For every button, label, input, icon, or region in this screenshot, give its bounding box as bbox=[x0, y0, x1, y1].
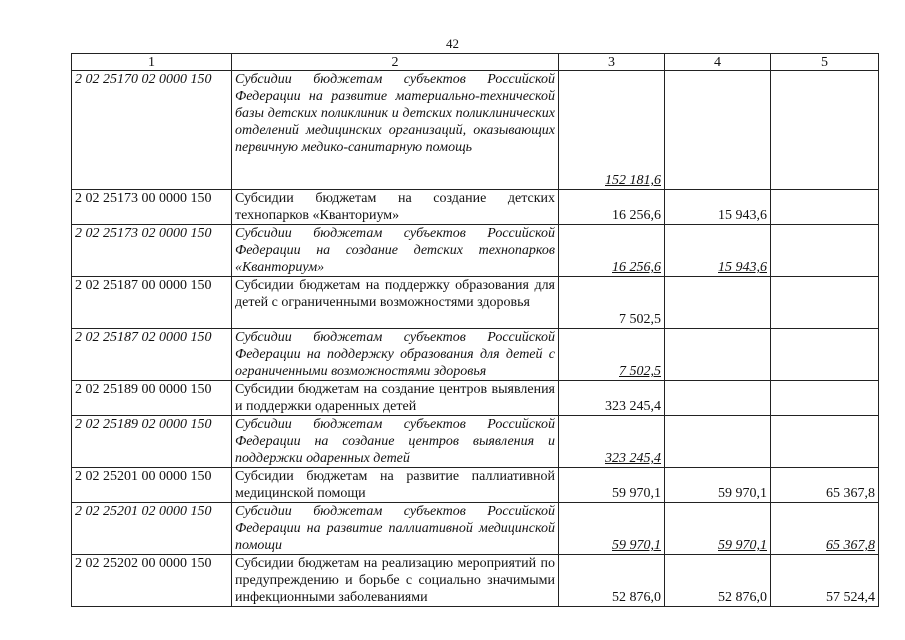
col4-value: 15 943,6 bbox=[665, 190, 771, 225]
column-header: 2 bbox=[232, 54, 559, 71]
row-description: Субсидии бюджетам субъектов Российской Федерации на поддержку образования для детей с ограниченными возможностями здоровья bbox=[232, 329, 559, 381]
col3-value: 152 181,6 bbox=[559, 71, 665, 190]
col4-value bbox=[665, 277, 771, 329]
col3-value: 7 502,5 bbox=[559, 329, 665, 381]
row-description: Субсидии бюджетам на реализацию мероприятий по предупреждению и борьбе с социально значимыми инфекционными заболеваниями bbox=[232, 555, 559, 607]
col4-value: 59 970,1 bbox=[665, 503, 771, 555]
table-row bbox=[72, 225, 879, 277]
col3-value: 323 245,4 bbox=[559, 381, 665, 416]
budget-code: 2 02 25189 00 0000 150 bbox=[72, 381, 232, 416]
row-description: Субсидии бюджетам на поддержку образования для детей с ограниченными возможностями здоровья bbox=[232, 277, 559, 329]
column-header: 5 bbox=[771, 54, 879, 71]
row-description: Субсидии бюджетам субъектов Российской Федерации на развитие паллиативной медицинской помощи bbox=[232, 503, 559, 555]
row-description: Субсидии бюджетам субъектов Российской Федерации на развитие материально-технической базы детских поликлиник и детских поликлинических отделений медицинских организаций, оказывающих первичную медико-санитарную помощь bbox=[232, 71, 559, 190]
col3-value: 59 970,1 bbox=[559, 468, 665, 503]
table-row bbox=[72, 329, 879, 381]
column-header: 4 bbox=[665, 54, 771, 71]
table-row bbox=[72, 416, 879, 468]
row-description: Субсидии бюджетам субъектов Российской Федерации на создание центров выявления и поддержки одаренных детей bbox=[232, 416, 559, 468]
col5-value: 65 367,8 bbox=[771, 468, 879, 503]
col3-value: 7 502,5 bbox=[559, 277, 665, 329]
table-row bbox=[72, 71, 879, 190]
budget-code: 2 02 25201 00 0000 150 bbox=[72, 468, 232, 503]
table-header-row bbox=[72, 54, 879, 71]
col5-value bbox=[771, 329, 879, 381]
budget-code: 2 02 25202 00 0000 150 bbox=[72, 555, 232, 607]
column-header: 1 bbox=[72, 54, 232, 71]
budget-code: 2 02 25201 02 0000 150 bbox=[72, 503, 232, 555]
col4-value bbox=[665, 329, 771, 381]
col5-value bbox=[771, 381, 879, 416]
column-header: 3 bbox=[559, 54, 665, 71]
table-row bbox=[72, 277, 879, 329]
col3-value: 59 970,1 bbox=[559, 503, 665, 555]
budget-code: 2 02 25170 02 0000 150 bbox=[72, 71, 232, 190]
table-row bbox=[72, 468, 879, 503]
table-row bbox=[72, 381, 879, 416]
table-row bbox=[72, 555, 879, 607]
col4-value: 15 943,6 bbox=[665, 225, 771, 277]
row-description: Субсидии бюджетам на создание центров выявления и поддержки одаренных детей bbox=[232, 381, 559, 416]
col5-value bbox=[771, 416, 879, 468]
budget-code: 2 02 25187 02 0000 150 bbox=[72, 329, 232, 381]
col5-value bbox=[771, 71, 879, 190]
col4-value bbox=[665, 416, 771, 468]
table-row bbox=[72, 190, 879, 225]
budget-code: 2 02 25189 02 0000 150 bbox=[72, 416, 232, 468]
col4-value: 59 970,1 bbox=[665, 468, 771, 503]
col5-value: 65 367,8 bbox=[771, 503, 879, 555]
row-description: Субсидии бюджетам субъектов Российской Федерации на создание детских технопарков «Кванториум» bbox=[232, 225, 559, 277]
table-row bbox=[72, 503, 879, 555]
row-description: Субсидии бюджетам на развитие паллиативной медицинской помощи bbox=[232, 468, 559, 503]
col3-value: 323 245,4 bbox=[559, 416, 665, 468]
col5-value bbox=[771, 190, 879, 225]
page-number: 42 bbox=[446, 36, 459, 51]
col4-value: 52 876,0 bbox=[665, 555, 771, 607]
col3-value: 52 876,0 bbox=[559, 555, 665, 607]
row-description: Субсидии бюджетам на создание детских технопарков «Кванториум» bbox=[232, 190, 559, 225]
col5-value: 57 524,4 bbox=[771, 555, 879, 607]
col3-value: 16 256,6 bbox=[559, 190, 665, 225]
col5-value bbox=[771, 225, 879, 277]
col5-value bbox=[771, 277, 879, 329]
budget-code: 2 02 25173 00 0000 150 bbox=[72, 190, 232, 225]
col4-value bbox=[665, 381, 771, 416]
budget-table bbox=[71, 53, 879, 607]
budget-code: 2 02 25173 02 0000 150 bbox=[72, 225, 232, 277]
col3-value: 16 256,6 bbox=[559, 225, 665, 277]
col4-value bbox=[665, 71, 771, 190]
budget-code: 2 02 25187 00 0000 150 bbox=[72, 277, 232, 329]
